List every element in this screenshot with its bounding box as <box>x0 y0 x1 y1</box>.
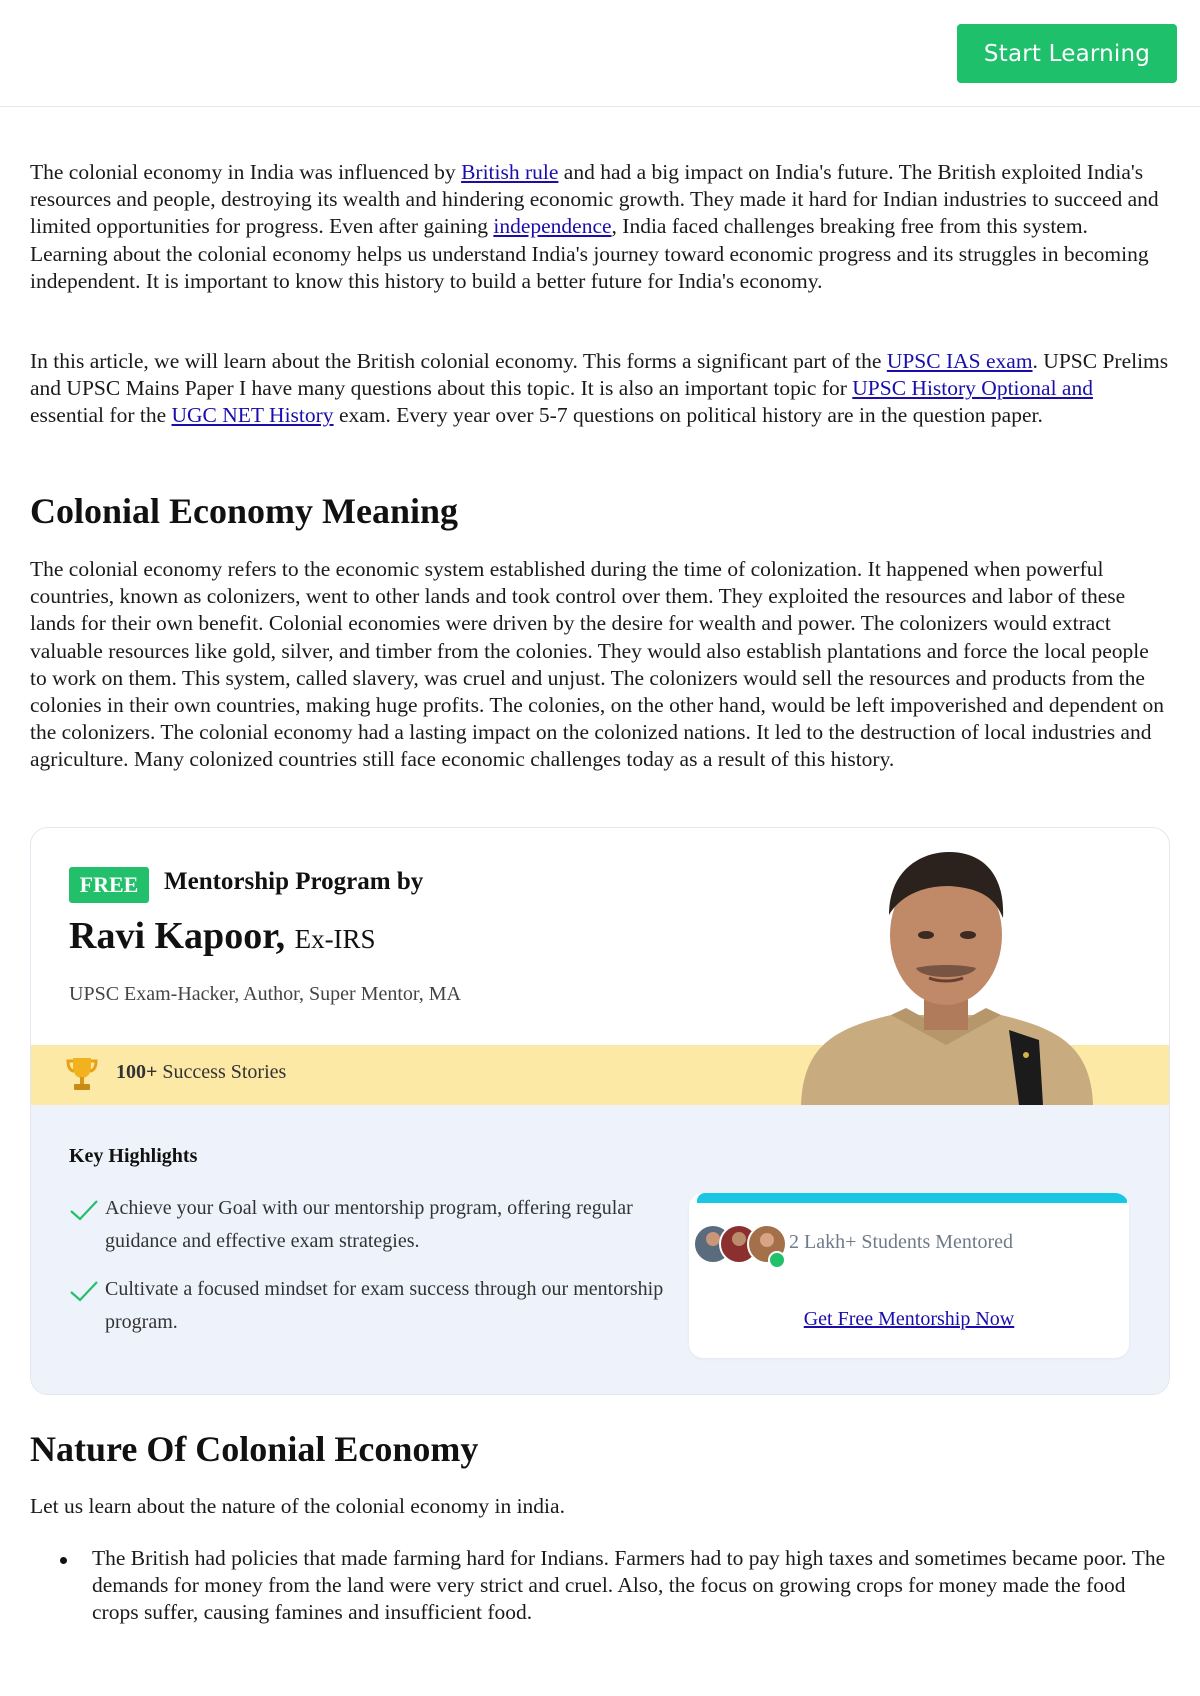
text-span: . UPSC Prelims and UPSC Mains Paper I have many questions about this topic. It is also an important topic for <box>30 349 1169 401</box>
mentor-title: Ex-IRS <box>294 924 376 954</box>
students-mentored-card <box>689 1193 1129 1358</box>
get-free-mentorship-link[interactable]: Get Free Mentorship Now <box>803 1308 1015 1330</box>
nature-bullet-list <box>30 1545 1170 1627</box>
start-learning-button[interactable]: Start Learning <box>957 24 1177 83</box>
mentorship-card <box>30 827 1170 1395</box>
list-item-text: The British had policies that made farming hard for Indians. Farmers had to pay high taxes and sometimes became poor. The demands for money from the land were very strict and cruel. Also, the focus on growing crops for money made the food crops suffer, causing famines and insufficient food. <box>92 1546 1166 1625</box>
success-label: Success Stories <box>162 1061 287 1083</box>
upsc-ias-exam-link[interactable]: UPSC IAS exam <box>886 349 1033 373</box>
british-rule-link[interactable]: British rule <box>461 160 559 184</box>
intro-paragraph-2 <box>30 348 1170 430</box>
check-icon <box>69 1198 99 1222</box>
highlight-text: Achieve your Goal with our mentorship program, offering regular guidance and effective exam strategies. <box>105 1197 633 1252</box>
text-span: In this article, we will learn about the British colonial economy. This forms a significant part of the <box>30 349 887 373</box>
bullet-dot <box>60 1557 67 1564</box>
key-highlights-title: Key Highlights <box>69 1145 198 1167</box>
mentor-portrait <box>781 840 1111 1105</box>
ugc-net-history-link[interactable]: UGC NET History <box>171 403 334 428</box>
independence-link[interactable]: independence <box>493 214 612 239</box>
mentor-name-text: Ravi Kapoor, <box>69 915 286 957</box>
check-icon <box>69 1279 99 1303</box>
upsc-history-optional-link[interactable]: UPSC History Optional and <box>852 376 1093 401</box>
students-mentored-text: 2 Lakh+ Students Mentored <box>789 1231 1014 1253</box>
nature-intro-paragraph: Let us learn about the nature of the colonial economy in india. <box>30 1494 565 1518</box>
highlight-text: Cultivate a focused mindset for exam success through our mentorship program. <box>105 1278 664 1333</box>
text-span: , India faced challenges breaking free from this system. Learning about the colonial economy helps us understand India's journey toward economic progress and its struggles in becoming independent. It is important to know this history to build a better future for India's economy. <box>30 214 1149 293</box>
list-item <box>30 1545 1170 1627</box>
text-span: The colonial economy in India was influenced by <box>30 160 462 184</box>
success-stories-text <box>116 1061 286 1084</box>
text-span: exam. Every year over 5-7 questions on political history are in the question paper. <box>333 403 1043 428</box>
student-avatars <box>693 1222 793 1268</box>
key-highlights-section <box>31 1105 1169 1395</box>
free-badge: FREE <box>69 867 149 903</box>
meaning-paragraph: The colonial economy refers to the economic system established during the time of colonization. It happened when powerful countries, known as colonizers, went to other lands and took control over them. They exploited the resources and labor of these lands for their own benefit. Colonial economies were driven by the desire for wealth and power. The colonizers would extract valuable resources like gold, silver, and timber from the colonies. They would also establish plantations and force the local people to work on them. This system, called slavery, was cruel and unjust. The colonizers would sell the resources and products from the colonies in their own countries, making huge profits. The colonies, on the other hand, would be left impoverished and dependent on the colonizers. The colonial economy had a lasting impact on the colonized nations. It led to the destruction of local industries and agriculture. Many colonized countries still face economic challenges today as a result of this history. <box>30 557 1165 772</box>
success-count: 100+ <box>116 1061 158 1083</box>
program-by-label: Mentorship Program by <box>164 868 424 895</box>
colonial-economy-meaning-heading: Colonial Economy Meaning <box>30 491 459 531</box>
text-span: essential for the <box>30 403 172 428</box>
intro-paragraph-1 <box>30 159 1170 295</box>
mentor-description: UPSC Exam-Hacker, Author, Super Mentor, MA <box>69 983 461 1005</box>
text-span: and had a big impact on India's future. The British exploited India's resources and people, destroying its wealth and hindering economic growth. They made it hard for Indian industries to succeed and limited opportunities for progress. Even after gaining <box>30 160 1159 239</box>
top-bar <box>0 0 1200 107</box>
nature-of-colonial-economy-heading: Nature Of Colonial Economy <box>30 1429 479 1469</box>
mentor-name <box>69 914 376 958</box>
accent-bar <box>697 1193 1127 1203</box>
trophy-icon <box>65 1055 99 1093</box>
